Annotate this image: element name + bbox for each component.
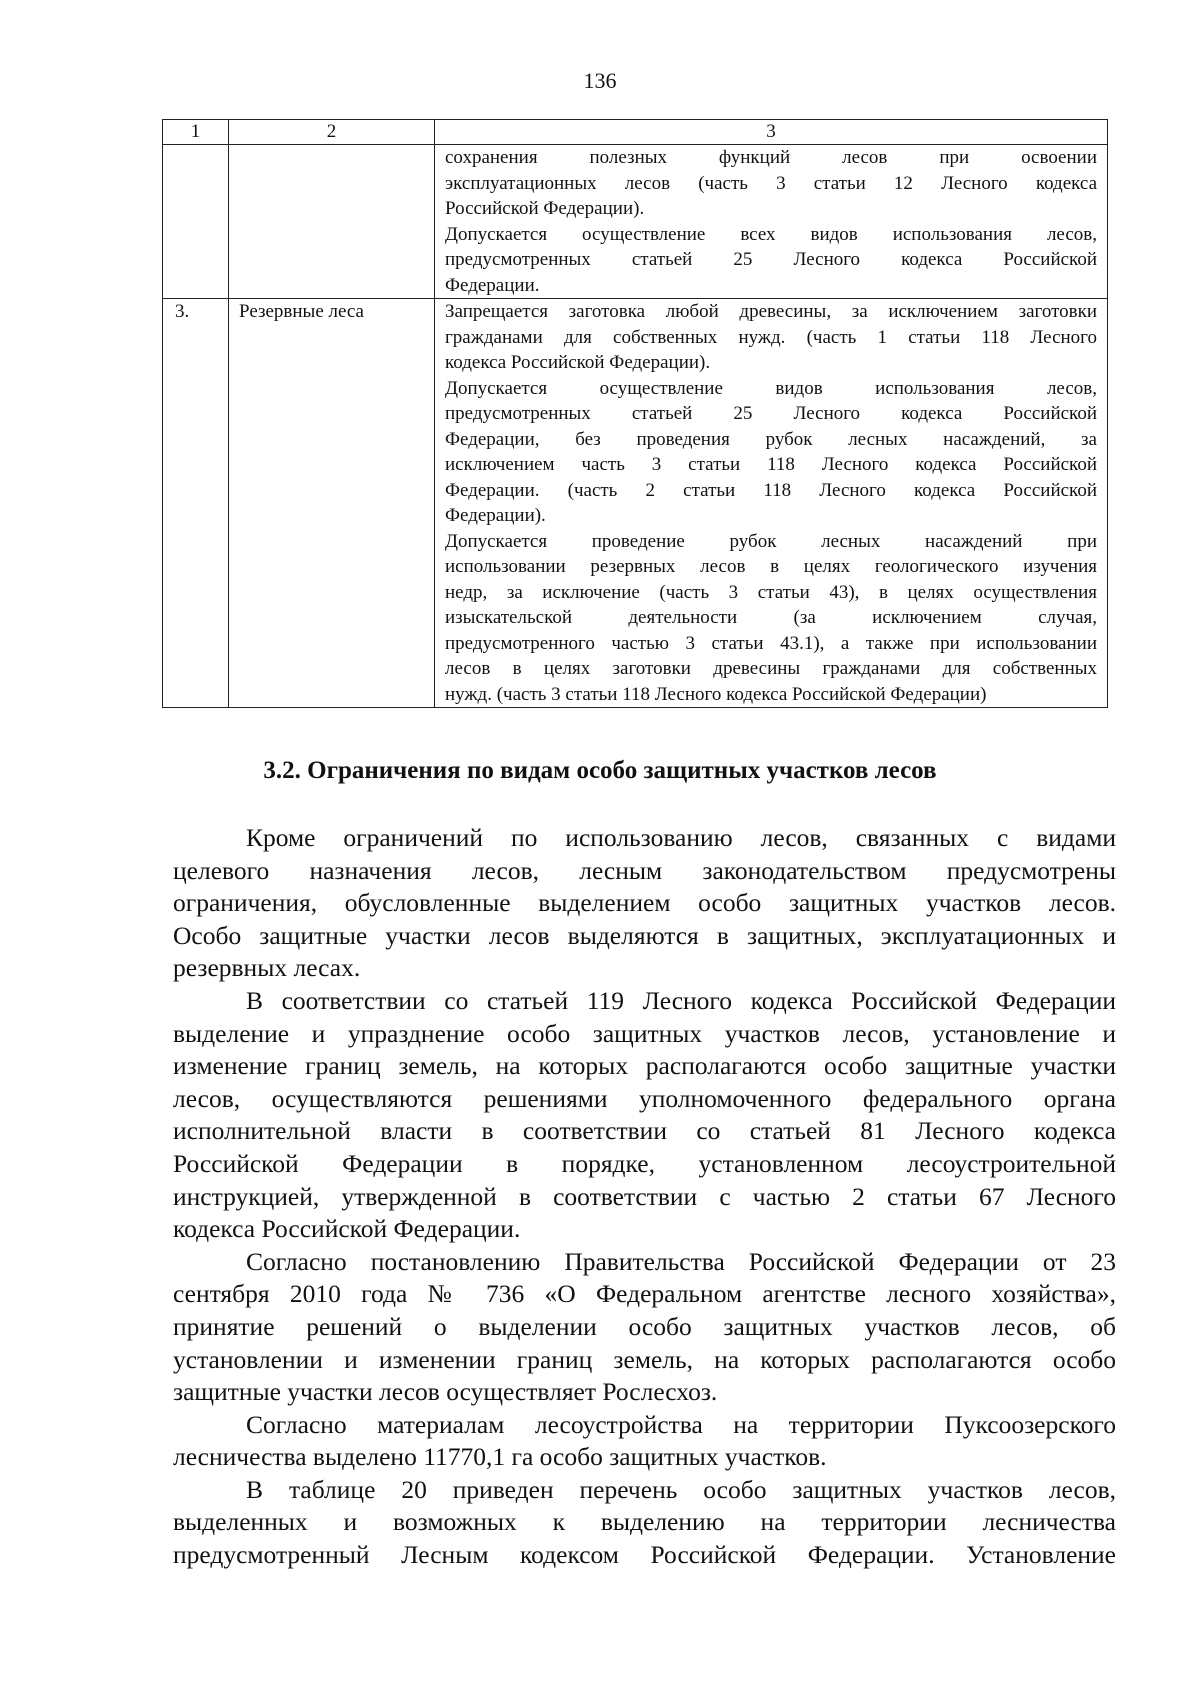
table-header-row <box>163 120 1108 145</box>
table-row <box>163 145 1108 299</box>
paragraph-line: исполнительной власти в соответствии со статьей 81 Лесного кодекса <box>173 1116 1116 1146</box>
paragraph-line: В таблице 20 приведен перечень особо защитных участков лесов, <box>246 1474 1116 1504</box>
cell-line: Федерации. <box>445 274 540 296</box>
paragraph-line: Согласно материалам лесоустройства на территории Пуксоозерского <box>246 1409 1116 1439</box>
row-name-cell: Резервные леса <box>229 299 435 708</box>
header-col-3: 3 <box>435 120 1108 145</box>
row-name-cell <box>229 145 435 299</box>
cell-line: сохранения полезных функций лесов при освоении <box>445 147 1097 168</box>
paragraph-line: резервных лесах. <box>173 953 361 983</box>
body-text <box>173 822 1116 1572</box>
cell-line: исключением часть 3 статьи 118 Лесного кодекса Российской <box>445 454 1097 475</box>
cell-line: недр, за исключение (часть 3 статьи 43), в целях осуществления <box>445 581 1097 603</box>
cell-line: Федерации). <box>445 505 546 526</box>
paragraph-line: Российской Федерации в порядке, установленном лесоустроительной <box>173 1148 1116 1178</box>
header-col-1: 1 <box>163 120 229 145</box>
paragraph-line: предусмотренный Лесным кодексом Российской Федерации. Установление <box>173 1540 1116 1570</box>
paragraph-line: Особо защитные участки лесов выделяются в защитных, эксплуатационных и <box>173 920 1116 950</box>
paragraph-line: выделение и упразднение особо защитных участков лесов, установление и <box>173 1018 1116 1048</box>
row-num-cell: 3. <box>163 299 229 708</box>
cell-line: предусмотренных статьей 25 Лесного кодекса Российской <box>445 403 1097 424</box>
cell-line: предусмотренного частью 3 статьи 43.1), а также при использовании <box>445 632 1097 654</box>
paragraph-line: целевого назначения лесов, лесным законодательством предусмотрены <box>173 855 1116 885</box>
cell-line: эксплуатационных лесов (часть 3 статьи 12 Лесного кодекса <box>445 172 1097 194</box>
paragraph-line: инструкцией, утвержденной в соответствии с частью 2 статьи 67 Лесного <box>173 1181 1116 1211</box>
cell-line: изыскательской деятельности (за исключением случая, <box>445 607 1097 628</box>
paragraph-line: установлении и изменении границ земель, на которых располагаются особо <box>173 1344 1116 1374</box>
paragraph-line: сентября 2010 года № 736 «О Федеральном агентстве лесного хозяйства», <box>173 1279 1116 1309</box>
cell-line: Допускается осуществление видов использования лесов, <box>445 377 1097 399</box>
paragraph-line: ограничения, обусловленные выделением особо защитных участков лесов. <box>173 888 1116 918</box>
paragraph-line: принятие решений о выделении особо защитных участков лесов, об <box>173 1311 1116 1341</box>
cell-line: Федерации, без проведения рубок лесных насаждений, за <box>445 428 1097 450</box>
paragraph-line: В соответствии со статьей 119 Лесного кодекса Российской Федерации <box>246 985 1116 1015</box>
cell-line: Федерации. (часть 2 статьи 118 Лесного кодекса Российской <box>445 479 1097 501</box>
paragraph-line: Кроме ограничений по использованию лесов, связанных с видами <box>246 823 1116 852</box>
paragraph-line: лесничества выделено 11770,1 га особо защитных участков. <box>173 1442 827 1472</box>
forest-use-table <box>162 119 1108 708</box>
row-restrictions-cell <box>435 145 1108 299</box>
row-num-cell <box>163 145 229 299</box>
cell-line: Российской Федерации). <box>445 198 645 219</box>
table-row <box>163 299 1108 708</box>
paragraph-line: защитные участки лесов осуществляет Рослесхоз. <box>173 1377 718 1407</box>
paragraph-line: кодекса Российской Федерации. <box>173 1214 521 1244</box>
cell-line: лесов в целях заготовки древесины гражданами для собственных <box>445 658 1097 679</box>
header-col-2: 2 <box>229 120 435 145</box>
cell-line: нужд. (часть 3 статьи 118 Лесного кодекса Российской Федерации) <box>445 683 987 705</box>
paragraph-line: изменение границ земель, на которых располагаются особо защитные участки <box>173 1051 1116 1081</box>
cell-line: использовании резервных лесов в целях геологического изучения <box>445 556 1097 577</box>
cell-line: Допускается осуществление всех видов использования лесов, <box>445 223 1097 245</box>
paragraph-line: выделенных и возможных к выделению на территории лесничества <box>173 1507 1116 1537</box>
cell-line: Запрещается заготовка любой древесины, за исключением заготовки <box>445 301 1097 322</box>
row-restrictions-cell <box>435 299 1108 708</box>
page-number: 136 <box>583 68 617 93</box>
cell-line: предусмотренных статьей 25 Лесного кодекса Российской <box>445 249 1097 270</box>
cell-line: гражданами для собственных нужд. (часть 1 статьи 118 Лесного <box>445 326 1097 348</box>
section-heading: 3.2. Ограничения по видам особо защитных участков лесов <box>263 757 937 784</box>
cell-line: Допускается проведение рубок лесных насаждений при <box>445 530 1097 552</box>
paragraph-line: лесов, осуществляются решениями уполномоченного федерального органа <box>173 1083 1116 1113</box>
cell-line: кодекса Российской Федерации). <box>445 352 711 373</box>
paragraph-line: Согласно постановлению Правительства Российской Федерации от 23 <box>246 1246 1116 1276</box>
